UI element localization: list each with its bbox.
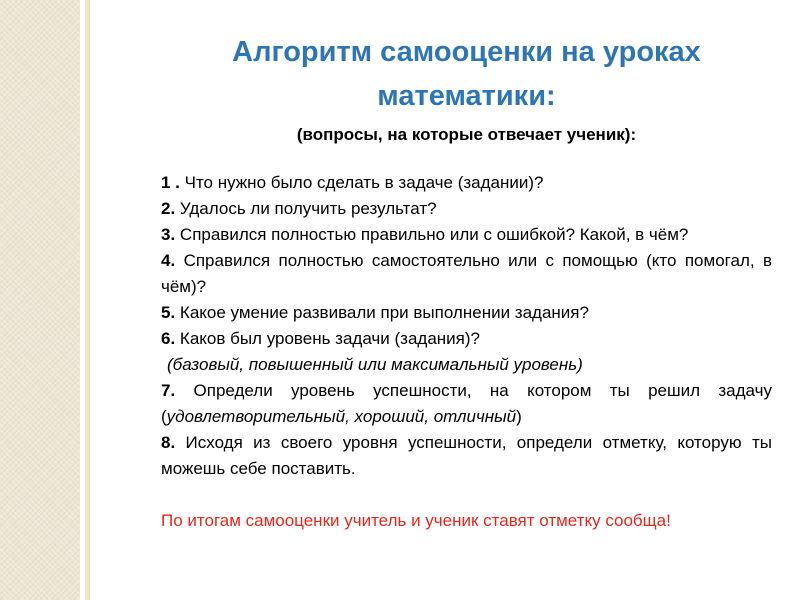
question-number: 6. <box>161 329 176 348</box>
question-item-1 <box>161 170 772 196</box>
question-text: Каков был уровень задачи (задания)? <box>175 329 481 348</box>
question-text-tail: ) <box>516 407 522 426</box>
question-text: Удалось ли получить результат? <box>175 199 437 218</box>
success-levels-note: удовлетворительный, хороший, отличный <box>166 407 517 426</box>
slide-title: Алгоритм самооценки на уроках математики: <box>232 36 701 112</box>
question-number: 5. <box>161 303 176 322</box>
question-text: Справился полностью правильно или с ошибкой? Какой, в чём? <box>175 225 689 244</box>
question-number: 8. <box>161 433 176 452</box>
question-item-8 <box>161 430 772 482</box>
question-text: Определи уровень успешности, на котором ты решил задачу ( <box>161 381 772 426</box>
decorative-side-band <box>0 0 80 600</box>
question-text: Что нужно было сделать в задаче (задании)? <box>179 173 544 192</box>
question-number: 2. <box>161 199 176 218</box>
question-text: Справился полностью самостоятельно или с помощью (кто помогал, в чём)? <box>161 251 772 296</box>
level-options-note: (базовый, повышенный или максимальный уровень) <box>167 355 583 374</box>
question-item-6 <box>161 326 772 352</box>
question-text: Какое умение развивали при выполнении задания? <box>175 303 589 322</box>
decorative-side-line <box>85 0 90 600</box>
question-number: 1 . <box>161 173 180 192</box>
question-number: 4. <box>161 251 176 270</box>
question-item-3 <box>161 222 772 248</box>
question-item-5 <box>161 300 772 326</box>
conclusion-text: По итогам самооценки учитель и ученик ставят отметку сообща! <box>161 511 671 530</box>
question-number: 3. <box>161 225 176 244</box>
question-number: 7. <box>161 381 176 400</box>
question-text: Исходя из своего уровня успешности, определи отметку, которую ты можешь себе поставить. <box>161 433 772 478</box>
question-level-note <box>161 352 772 378</box>
slide-content <box>161 30 772 534</box>
question-item-4 <box>161 248 772 300</box>
question-item-2 <box>161 196 772 222</box>
slide-subtitle: (вопросы, на которые отвечает ученик): <box>296 125 637 144</box>
questions-list <box>161 170 772 482</box>
question-item-7 <box>161 378 772 430</box>
